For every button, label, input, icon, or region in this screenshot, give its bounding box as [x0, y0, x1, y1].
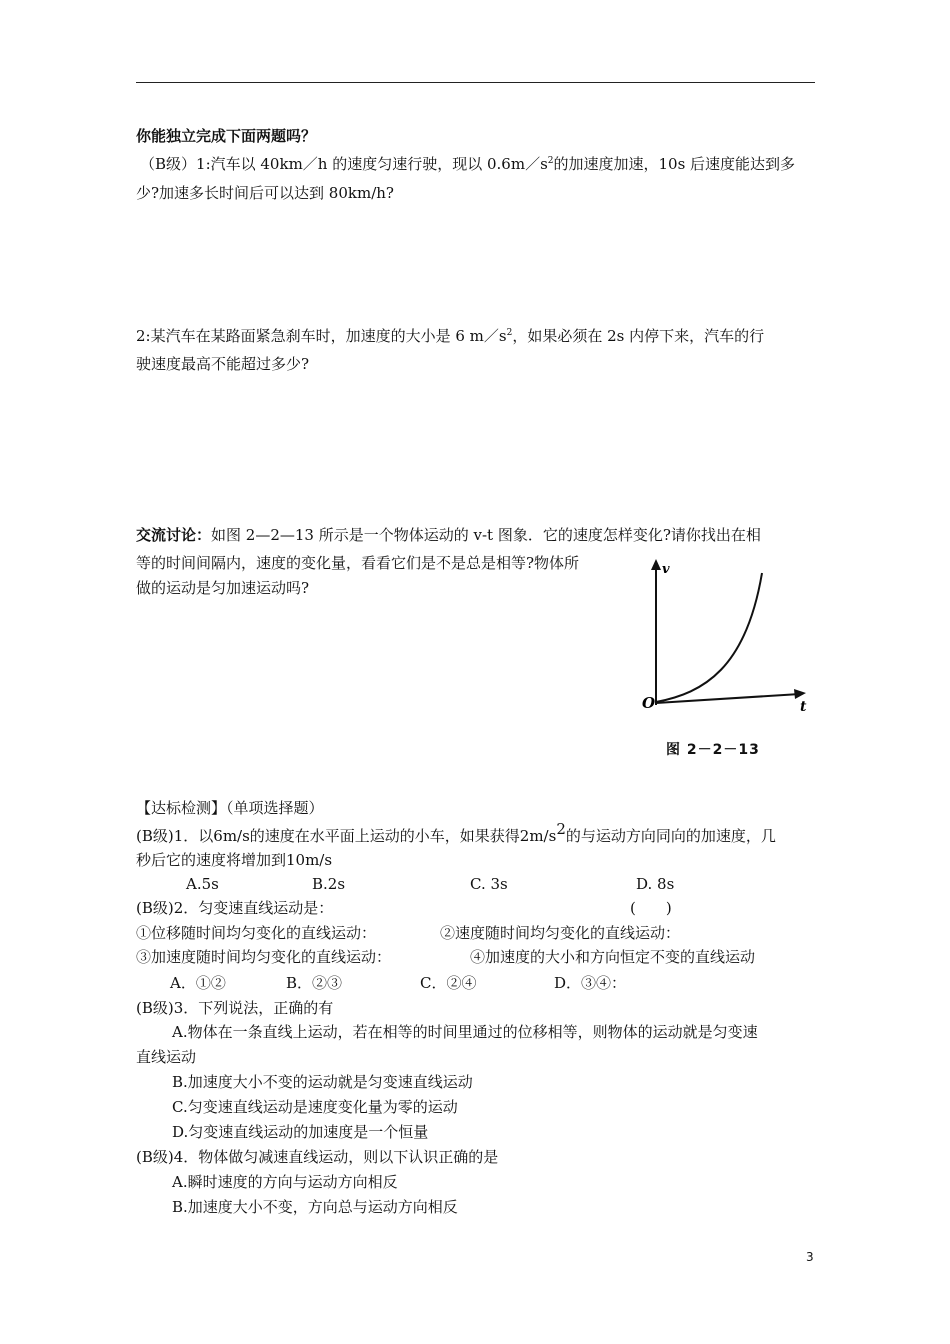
test-q2-option-c: C．②④ — [420, 974, 477, 992]
test-q1-option-c: C. 3s — [470, 875, 508, 893]
test-q4-stem: (B级)4．物体做匀减速直线运动，则以下认识正确的是 — [136, 1148, 499, 1166]
test-q1-line-2: 秒后它的速度将增加到10m/s — [136, 851, 333, 869]
x-axis — [656, 694, 800, 703]
test-q2-option-a: A．①② — [170, 974, 226, 992]
test-q2-option-d: D．③④： — [554, 974, 627, 992]
x-axis-arrow-icon — [794, 689, 806, 699]
test-q4-option-a: A.瞬时速度的方向与运动方向相反 — [172, 1173, 398, 1191]
discussion-line-2: 等的时间间隔内，速度的变化量，看看它们是不是总是相等?物体所 — [136, 554, 580, 572]
discussion-line-3: 做的运动是匀加速运动吗? — [136, 579, 310, 597]
figure-caption: 图 2－2－13 — [666, 742, 760, 758]
test-q2-option-b: B．②③ — [286, 974, 343, 992]
test-q3-option-a-line-1: A.物体在一条直线上运动，若在相等的时间里通过的位移相等，则物体的运动就是匀变速 — [172, 1023, 758, 1041]
test-q2-item-3: ③加速度随时间均匀变化的直线运动： — [136, 948, 392, 966]
discussion-label: 交流讨论： — [136, 526, 212, 544]
x-axis-label: t — [800, 699, 807, 715]
superscript: 2 — [556, 820, 566, 838]
test-title: 【达标检测】（单项选择题） — [136, 799, 324, 817]
question-2-text-b: ，如果必须在 2s 内停下来，汽车的行 — [512, 327, 765, 345]
question-1-text-b: 的加速度加速，10s 后速度能达到多 — [553, 155, 796, 173]
superscript: 2 — [506, 328, 513, 338]
question-1-text-a: （B级）1:汽车以 40km／h 的速度匀速行驶，现以 0.6m／s — [140, 155, 548, 173]
test-q2-item-1: ①位移随时间均匀变化的直线运动： — [136, 924, 377, 942]
test-q1-text-a: (B级)1．以6m/s的速度在水平面上运动的小车，如果获得2m/s — [136, 827, 557, 845]
test-q1-text-b: 的与运动方向同向的加速度，几 — [565, 827, 776, 845]
test-q3-option-d: D.匀变速直线运动的加速度是一个恒量 — [172, 1123, 429, 1141]
page-number: 3 — [806, 1250, 814, 1264]
test-q2-item-2: ②速度随时间均匀变化的直线运动： — [440, 924, 681, 942]
question-1-line-2: 少?加速多长时间后可以达到 80km/h? — [136, 184, 394, 202]
test-q3-stem: (B级)3．下列说法，正确的有 — [136, 999, 334, 1017]
test-q1-option-b: B.2s — [312, 875, 346, 893]
y-axis-arrow-icon — [651, 559, 661, 570]
velocity-curve — [656, 573, 762, 702]
superscript: 2 — [547, 156, 554, 166]
y-axis-label: v — [662, 562, 670, 577]
question-1-line-1 — [140, 154, 795, 174]
test-q3-option-b: B.加速度大小不变的运动就是匀变速直线运动 — [172, 1073, 473, 1091]
header-rule — [136, 82, 815, 83]
test-q1-option-a: A.5s — [186, 875, 219, 893]
discussion-text: 如图 2—2—13 所示是一个物体运动的 v-t 图象．它的速度怎样变化?请你找出在相 — [211, 526, 761, 544]
question-2-text-a: 2:某汽车在某路面紧急刹车时，加速度的大小是 6 m／s — [136, 327, 507, 345]
test-q1-option-d: D. 8s — [636, 875, 675, 893]
origin-label: O — [642, 694, 656, 712]
test-q1-line-1 — [136, 820, 776, 846]
answer-bracket: ( ) — [630, 899, 672, 917]
test-q2-item-4: ④加速度的大小和方向恒定不变的直线运动 — [470, 948, 756, 966]
section-heading: 你能独立完成下面两题吗？ — [136, 127, 317, 145]
vt-graph-figure — [634, 553, 814, 763]
vt-graph — [634, 553, 814, 733]
test-q4-option-b: B.加速度大小不变，方向总与运动方向相反 — [172, 1198, 458, 1216]
test-q3-option-a-line-2: 直线运动 — [136, 1048, 197, 1066]
test-q3-option-c: C.匀变速直线运动是速度变化量为零的运动 — [172, 1098, 458, 1116]
question-2-line-2: 驶速度最高不能超过多少? — [136, 355, 310, 373]
test-q2-stem: (B级)2．匀变速直线运动是： — [136, 899, 334, 917]
discussion-line-1 — [136, 525, 761, 545]
question-2-line-1 — [136, 326, 764, 346]
